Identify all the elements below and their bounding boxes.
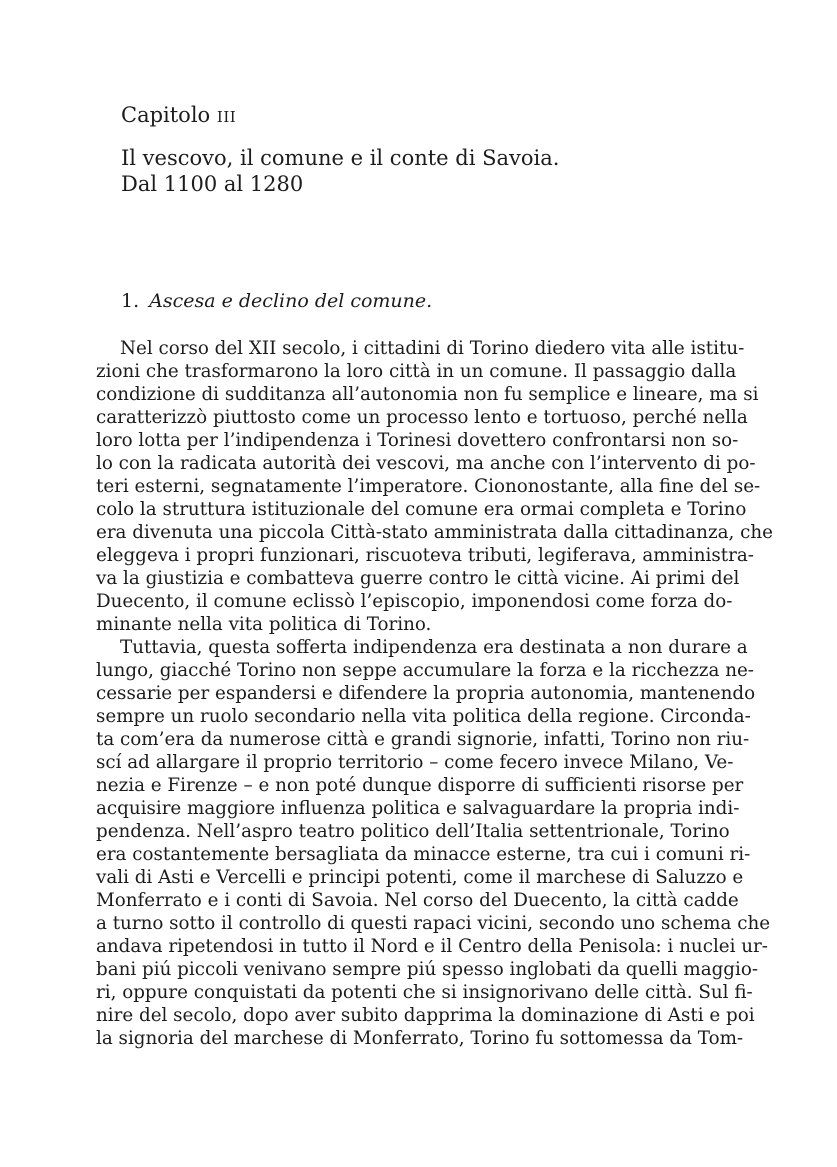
text-line: era divenuta una piccola Città-stato amministrata dalla cittadinanza, che: [96, 522, 773, 543]
text-line: zioni che trasformarono la loro città in un comune. Il passaggio dalla: [96, 361, 737, 382]
text-line: pendenza. Nell’aspro teatro politico dell’Italia settentrionale, Torino: [96, 821, 730, 842]
text-line: sempre un ruolo secondario nella vita politica della regione. Circonda-: [96, 706, 751, 727]
text-line: minante nella vita politica di Torino.: [96, 614, 432, 635]
section-number: 1.: [121, 290, 140, 312]
text-line: era costantemente bersagliata da minacce esterne, tra cui i comuni ri-: [96, 844, 751, 865]
text-line: Duecento, il comune eclissò l’episcopio, imponendosi come forza do-: [96, 591, 733, 612]
text-line: vali di Asti e Vercelli e principi potenti, come il marchese di Saluzzo e: [96, 867, 744, 888]
text-line: nire del secolo, dopo aver subito dapprima la dominazione di Asti e poi: [96, 1005, 755, 1026]
body-text: [96, 337, 773, 1050]
chapter-numeral: iii: [216, 103, 237, 127]
text-line: bani piú piccoli venivano sempre piú spesso inglobati da quelli maggio-: [96, 959, 759, 980]
text-line: andava ripetendosi in tutto il Nord e il Centro della Penisola: i nuclei ur-: [96, 936, 768, 957]
chapter-word: Capitolo: [121, 103, 211, 127]
text-line: a turno sotto il controllo di questi rapaci vicini, secondo uno schema che: [96, 913, 771, 934]
text-line: cessarie per espandersi e difendere la propria autonomia, mantenendo: [96, 683, 756, 704]
text-line: Monferrato e i conti di Savoia. Nel corso del Duecento, la città cadde: [96, 890, 739, 911]
text-line: acquisire maggiore influenza politica e salvaguardare la propria indi-: [96, 798, 740, 819]
text-line: ta com’era da numerose città e grandi signorie, infatti, Torino non riu-: [96, 729, 750, 750]
text-line: teri esterni, segnatamente l’imperatore. Ciononostante, alla fine del se-: [96, 476, 761, 497]
text-line: colo la struttura istituzionale del comune era ormai completa e Torino: [96, 499, 747, 520]
text-line: scí ad allargare il proprio territorio – come fecero invece Milano, Ve-: [96, 752, 734, 773]
text-line: ri, oppure conquistati da potenti che si insignorivano delle città. Sul fi-: [96, 982, 753, 1003]
text-line: eleggeva i propri funzionari, riscuoteva tributi, legiferava, amministra-: [96, 545, 754, 566]
text-line: caratterizzò piuttosto come un processo lento e tortuoso, perché nella: [96, 407, 748, 428]
chapter-title: [121, 145, 741, 197]
text-line: lo con la radicata autorità dei vescovi, ma anche con l’intervento di po-: [96, 453, 756, 474]
chapter-label: [121, 101, 236, 129]
section-heading: [121, 288, 432, 314]
text-line: lungo, giacché Torino non seppe accumulare la forza e la ricchezza ne-: [96, 660, 754, 681]
text-line: condizione di sudditanza all’autonomia non fu semplice e lineare, ma si: [96, 384, 759, 405]
text-line: la signoria del marchese di Monferrato, Torino fu sottomessa da Tom-: [96, 1028, 744, 1049]
text-line: nezia e Firenze – e non poté dunque disporre di sufficienti risorse per: [96, 775, 744, 796]
text-line: loro lotta per l’indipendenza i Torinesi dovettero confrontarsi non so-: [96, 430, 739, 451]
chapter-title-line-2: Dal 1100 al 1280: [121, 172, 304, 196]
text-line: va la giustizia e combatteva guerre contro le città vicine. Ai primi del: [96, 568, 740, 589]
chapter-title-line-1: Il vescovo, il comune e il conte di Savoia.: [121, 146, 560, 170]
text-line: Nel corso del XII secolo, i cittadini di Torino diedero vita alle istitu-: [120, 338, 745, 359]
text-line: Tuttavia, questa sofferta indipendenza era destinata a non durare a: [120, 637, 748, 658]
section-title: Ascesa e declino del comune.: [149, 290, 433, 312]
